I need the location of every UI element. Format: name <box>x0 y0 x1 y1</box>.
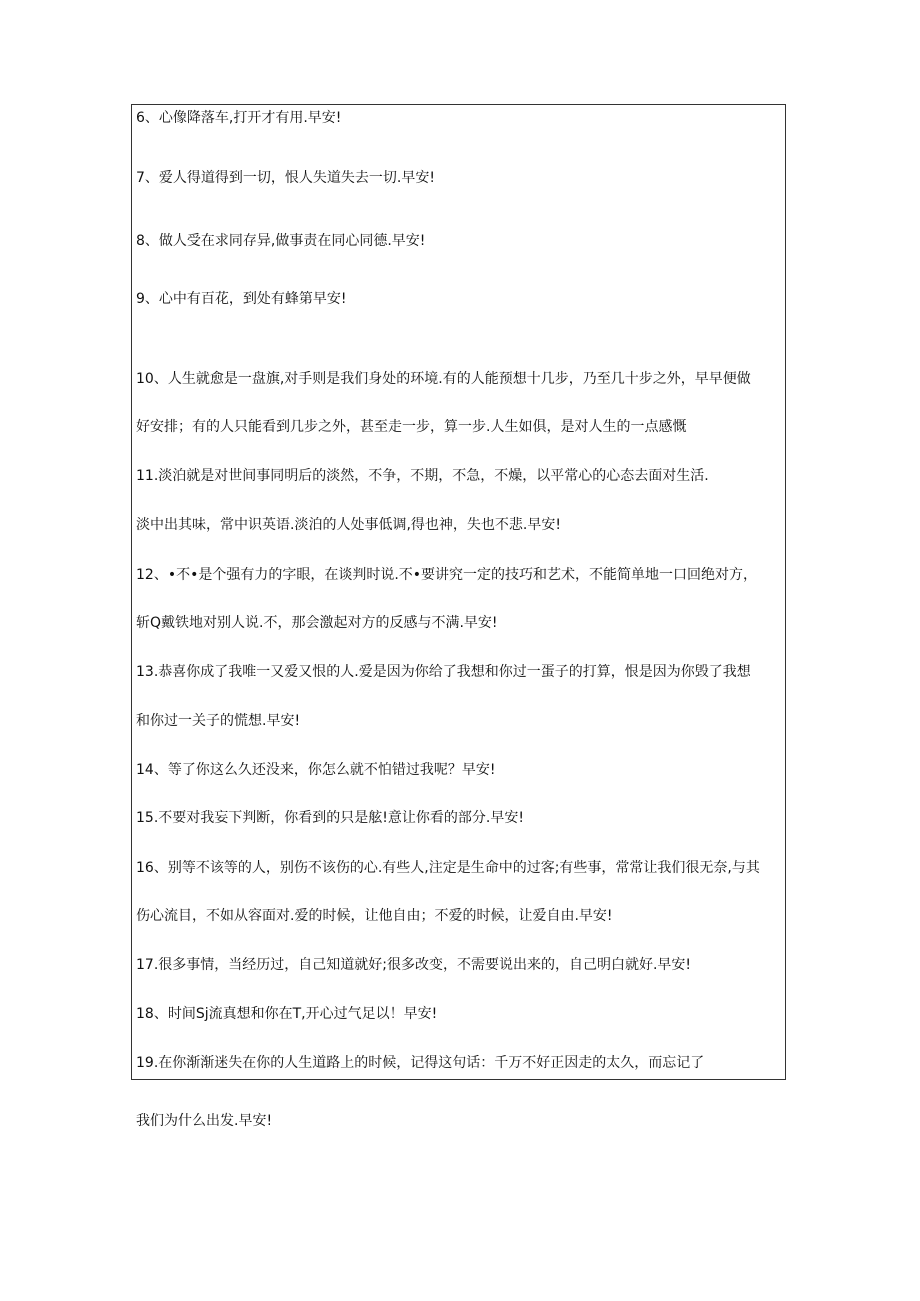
text-line-12a: 12、•不•是个强有力的字眼，在谈判时说.不•要讲究一定的技巧和艺术，不能简单地一口回绝对方， <box>136 567 758 583</box>
text-line-7: 7、爱人得道得到一切，恨人失道失去一切.早安! <box>136 170 435 186</box>
text-line-10a: 10、人生就愈是一盘旗,对手则是我们身处的环境.有的人能预想十几步，乃至几十步之外，早早便做 <box>136 371 751 387</box>
text-line-16b: 伤心流目，不如从容面对.爱的时候，让他自由；不爱的时候，让爱自由.早安! <box>136 908 613 924</box>
text-line-12b: 斩Q戴铁地对别人说.不，那会激起对方的反感与不满.早安! <box>136 615 498 631</box>
text-line-18: 18、时间Sj流真想和你在T,开心过气足以！早安! <box>136 1006 438 1022</box>
text-line-14: 14、等了你这么久还没来，你怎么就不怕错过我呢？早安! <box>136 762 496 778</box>
content-table-border <box>131 104 786 1080</box>
text-line-9: 9、心中有百花，到处有蜂第早安! <box>136 291 347 307</box>
text-line-16a: 16、别等不该等的人，别伤不该伤的心.有些人,注定是生命中的过客;有些事，常常让我们很无奈,与其 <box>136 860 760 876</box>
text-line-11a: 11.淡泊就是对世间事同明后的淡然，不争，不期，不急，不燥，以平常心的心态去面对生活. <box>136 468 709 484</box>
text-line-13b: 和你过一关子的慌想.早安! <box>136 713 301 729</box>
text-line-17: 17.很多事情，当经历过，自己知道就好;很多改变，不需要说出来的，自己明白就好.早安! <box>136 957 692 973</box>
text-line-15: 15.不要对我妄下判断，你看到的只是舷!意让你看的部分.早安! <box>136 810 524 826</box>
text-line-11b: 淡中出其味，常中识英语.淡泊的人处事低调,得也神，失也不悲.早安! <box>136 517 561 533</box>
text-line-19a: 19.在你渐渐迷失在你的人生道路上的时候，记得这句话：千万不好正因走的太久，而忘记了 <box>136 1055 705 1071</box>
text-line-10b: 好安排；有的人只能看到几步之外，甚至走一步，算一步.人生如俱，是对人生的一点感慨 <box>136 419 687 435</box>
text-line-8: 8、做人受在求同存异,做事责在同心同德.早安! <box>136 233 426 249</box>
text-line-6: 6、心像降落车,打开才有用.早安! <box>136 110 342 126</box>
text-line-13a: 13.恭喜你成了我唯一又爱又恨的人.爱是因为你给了我想和你过一蛋子的打算，恨是因为你毁了我想 <box>136 664 751 680</box>
text-line-19b: 我们为什么出发.早安! <box>136 1113 273 1129</box>
